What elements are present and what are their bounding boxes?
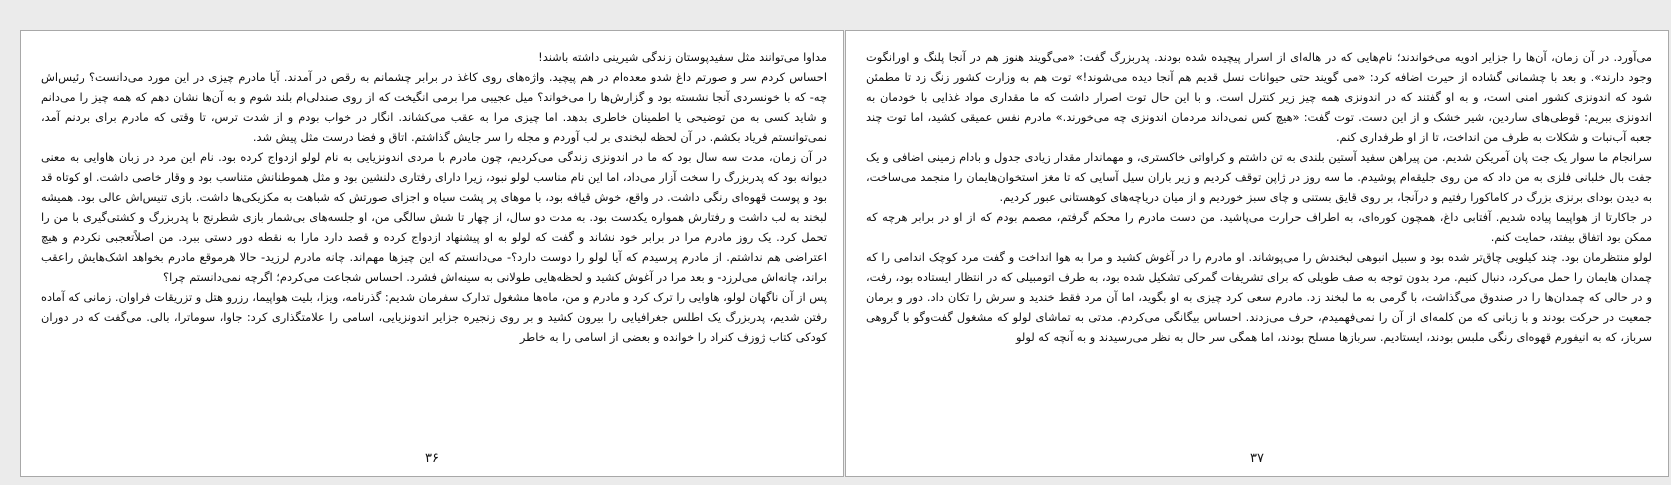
left-page bbox=[20, 30, 844, 477]
page-number: ۳۶ bbox=[425, 451, 439, 466]
paragraph: مداوا می‌توانند مثل سفیدپوستان زندگی شیرینی داشته باشند! bbox=[538, 50, 827, 64]
paragraph: احساس کردم سر و صورتم داغ شدو معده‌ام در هم پیچید. واژه‌های روی کاغذ در برابر چشمانم به رقص در آمدند. آیا مادرم چیزی در این مورد می‌دانست؟ رئیس‌اش چه- که با خونسردی آنجا نشسته بود و گزارش‌ها را می‌خواند؟ میل عجیبی مرا برمی انگیخت که از روی صندلی‌ام بلند شوم و به آن‌ها نشان دهم که همه چیز را می‌دانم و شاید کسی به من توضیحی یا اطمینان خاطری بدهد. اما چیزی مرا به عقب می‌کشاند. انگار در خواب بودم و از شدت ترس، تا وقتی که مادرم برای بردنم آمد، نمی‌توانستم فریاد بکشم. در آن لحظه لبخندی بر لب آوردم و مجله را سر جایش گذاشتم. اتاق و فضا درست مثل پیش شد. bbox=[41, 70, 827, 144]
paragraph: در آن زمان، مدت سه سال بود که ما در اندونزی زندگی می‌کردیم، چون مادرم با مردی اندونزیایی به نام لولو ازدواج کرده بود. نام این مرد در زبان هاوایی به معنی دیوانه بود که پدربزرگ را سخت آزار می‌داد، اما این نام مناسب لولو نبود، زیرا دارای رفتاری دلنشین بود و مثل هموطنانش متناسب بود و وقار خاصی داشت. او کوتاه قد بود و پوست قهوه‌ای رنگی داشت. در واقع، خوش قیافه بود، با موهای پر پشت سیاه و اجزای صورتش که شباهت به مکزیکی‌ها داشت. بازی تنیس‌اش عالی بود. همیشه لبخند به لب داشت و رفتارش همواره یکدست بود. به مدت دو سال، از چهار تا شش سالگی من، او جلسه‌های بی‌شمار بازی شطرنج با پدربزرگ و کشتی‌گیری با من را تحمل کرد. یک روز مادرم مرا در برابر خود نشاند و گفت که لولو به او پیشنهاد ازدواج کرده و قصد دارد مارا به نقطه دور دستی ببرد. من اصلاً‌تعجبی نکردم و هیچ اعتراضی هم نداشتم. از مادرم پرسیدم که آیا لولو را دوست دارد؟- می‌دانستم که این چیزها مهم‌اند. چانه مادرم لرزید- حالا هرموقع مادرم بخواهد اشک‌هایش راعقب براند، چانه‌اش می‌لرزد- و بعد مرا در آغوش کشید و لحظه‌هایی طولانی به سینه‌اش فشرد. احساس شجاعت می‌کردم؛ اگرچه نمی‌دانستم چرا؟ bbox=[41, 150, 827, 284]
right-page-text bbox=[866, 47, 1652, 347]
left-page-text bbox=[41, 47, 827, 347]
paragraph: پس از آن ناگهان لولو، هاوایی را ترک کرد و مادرم و من، ماه‌ها مشغول تدارک سفرمان شدیم: گذرنامه، ویزا، بلیت هواپیما، رزرو هتل و تزریقات فراوان. زمانی که آماده رفتن شدیم، پدربزرگ یک اطلس جغرافیایی را بیرون کشید و بر روی زنجیره جزایر اندونزیایی، اسامی را علامتگذاری کرد: جاوا، سوماترا، بالی. می‌گفت که در دوران کودکی کتاب ژوزف کنراد را خوانده و بعضی از اسامی را به خاطر bbox=[41, 290, 827, 344]
page-number: ۳۷ bbox=[1250, 451, 1264, 466]
right-page bbox=[845, 30, 1669, 477]
paragraph: می‌آورد. در آن زمان، آن‌ها را جزایر ادویه می‌خواندند؛ نام‌هایی که در هاله‌ای از اسرار پیچیده شده بودند. پدربزرگ گفت: «می‌گویند هنوز هم در آنجا پلنگ و اورانگوت وجود دارند». و بعد با چشمانی گشاده از حیرت اضافه کرد: «می گویند حتی حیوانات نسل قدیم هم آنجا دیده می‌شوند!» توت هم به وزارت کشور زنگ زد تا مطمئن شود که اندونزی کشور امنی است، و به او گفتند که در اندونزی همه چیز زیر کنترل است. و با این حال توت اصرار داشت که ما مقداری مواد غذایی با خودمان به اندونزی ببریم: قوطی‌های ساردین، شیر خشک و از این دست. توت گفت: «هیچ کس نمی‌داند مردمان اندونزی چه می‌خورند.» مادرم نفس عمیقی کشید، اما توت چند جعبه آب‌نبات و شکلات به طرف من انداخت، تا از او طرفداری کنم. bbox=[866, 50, 1652, 144]
paragraph: سرانجام ما سوار یک جت پان آمریکن شدیم. من پیراهن سفید آستین بلندی به تن داشتم و کراواتی خاکستری، و مهماندار مقدار زیادی جدول و بادام زمینی اضافی و یک جفت بال خلبانی فلزی به من داد که من روی جلیقه‌ام پوشیدم. ما سه روز در ژاپن توقف کردیم و زیر باران سیل آسایی که تا مغز استخوان‌هایمان را منجمد می‌ساخت، به دیدن بودای برنزی بزرگ در کاماکورا رفتیم و درآنجا، بر روی قایق بستنی و چای سبز خوردیم و از میان دریاچه‌های کوهستانی عبور کردیم. bbox=[866, 150, 1652, 204]
paragraph: در جاکارتا از هواپیما پیاده شدیم. آفتابی داغ، همچون کوره‌ای، به اطراف حرارت می‌پاشید. من دست مادرم را محکم گرفتم، مصمم بودم که از او در برابر هرچه که ممکن بود اتفاق بیفتد، حمایت کنم. bbox=[866, 210, 1652, 244]
paragraph: لولو منتظرمان بود. چند کیلویی چاق‌تر شده بود و سبیل انبوهی لبخندش را می‌پوشاند. او مادرم را در آغوش کشید و مرا به هوا انداخت و گفت مرد کوچک اندامی را که چمدان هایمان را حمل می‌کرد، دنبال کنیم. مرد بدون توجه به صف طویلی که برای تشریفات گمرکی تشکیل شده بود، به طرف اتومبیلی که در انتظار ایستاده بود، رفت، و در حالی که چمدان‌ها را در صندوق می‌گذاشت، با گرمی به ما لبخند زد. مادرم سعی کرد چیزی به او بگوید، اما آن مرد فقط خندید و سرش را تکان داد. دور و برمان جمعیت در حرکت بودند و با زبانی که من کلمه‌ای از آن را نمی‌فهمیدم، حرف می‌زدند. احساس بیگانگی می‌کردم. مدتی به تماشای لولو که مشغول گفت‌وگو با گروهی سرباز، که به انیفورم قهوه‌ای رنگی ملبس بودند، ایستادیم. سربازها مسلح بودند، اما همگی سر حال به نظر می‌رسیدند و به آنچه که لولو bbox=[866, 250, 1652, 344]
